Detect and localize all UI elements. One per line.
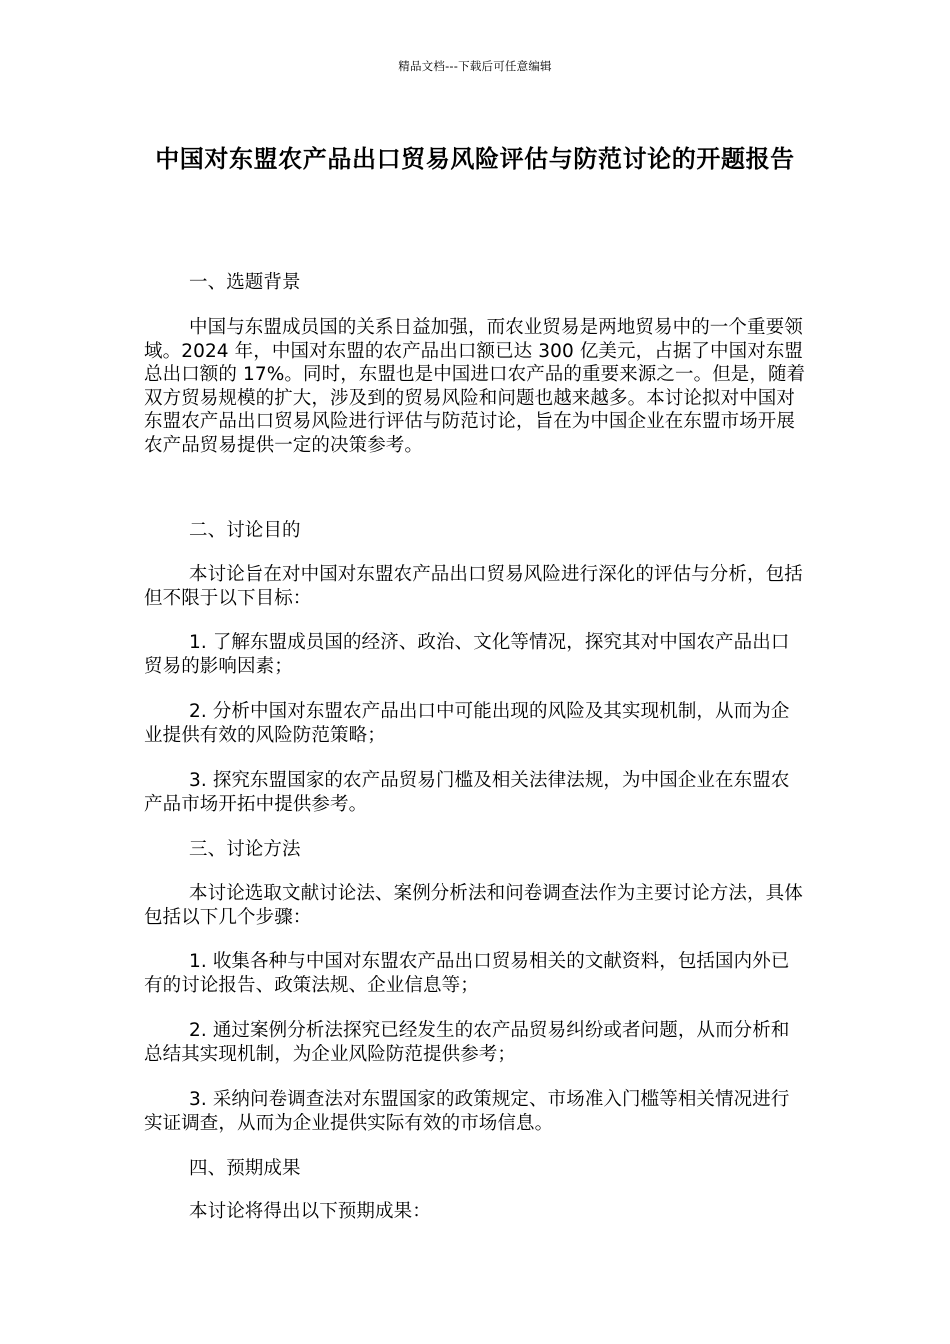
list-item-method-2: 2. 通过案例分析法探究已经发生的农产品贸易纠纷或者问题，从而分析和总结其实现机制，为企业风险防范提供参考； [144,1020,790,1065]
list-item-purpose-3: 3. 探究东盟国家的农产品贸易门槛及相关法律法规，为中国企业在东盟农产品市场开拓中提供参考。 [144,770,790,815]
paragraph-purpose-intro: 本讨论旨在对中国对东盟农产品出口贸易风险进行深化的评估与分析，包括但不限于以下目标： [144,564,803,609]
paragraph-outcomes-intro: 本讨论将得出以下预期成果： [189,1201,431,1222]
section-heading-background: 一、选题背景 [189,272,301,293]
section-heading-outcomes: 四、预期成果 [189,1158,301,1179]
list-item-purpose-2: 2. 分析中国对东盟农产品出口中可能出现的风险及其实现机制，从而为企业提供有效的风险防范策略； [144,701,790,746]
list-item-method-3: 3. 采纳问卷调查法对东盟国家的政策规定、市场准入门槛等相关情况进行实证调查，从而为企业提供实际有效的市场信息。 [144,1089,790,1134]
page-header-note: 精品文档---下载后可任意编辑 [398,59,552,73]
paragraph-methods-intro: 本讨论选取文献讨论法、案例分析法和问卷调查法作为主要讨论方法，具体包括以下几个步骤： [144,883,803,928]
list-item-purpose-1: 1. 了解东盟成员国的经济、政治、文化等情况，探究其对中国农产品出口贸易的影响因素； [144,632,790,677]
list-item-method-1: 1. 收集各种与中国对东盟农产品出口贸易相关的文献资料，包括国内外已有的讨论报告、政策法规、企业信息等； [144,951,790,996]
section-heading-purpose: 二、讨论目的 [189,520,301,541]
document-title: 中国对东盟农产品出口贸易风险评估与防范讨论的开题报告 [155,145,795,173]
section-heading-methods: 三、讨论方法 [189,839,301,860]
paragraph-background: 中国与东盟成员国的关系日益加强，而农业贸易是两地贸易中的一个重要领域。2024 年，中国对东盟的农产品出口额已达 300 亿美元，占据了中国对东盟总出口额的 17%。同时，东盟也是中国进口农产品的重要来源之一。但是，随着双方贸易规模的扩大，涉及到的贸易风险和问题也越来越多。本讨论拟对中国对东盟农产品出口贸易风险进行评估与防范讨论，旨在为中国企业在东盟市场开展农产品贸易提供一定的决策参考。 [144,317,806,456]
